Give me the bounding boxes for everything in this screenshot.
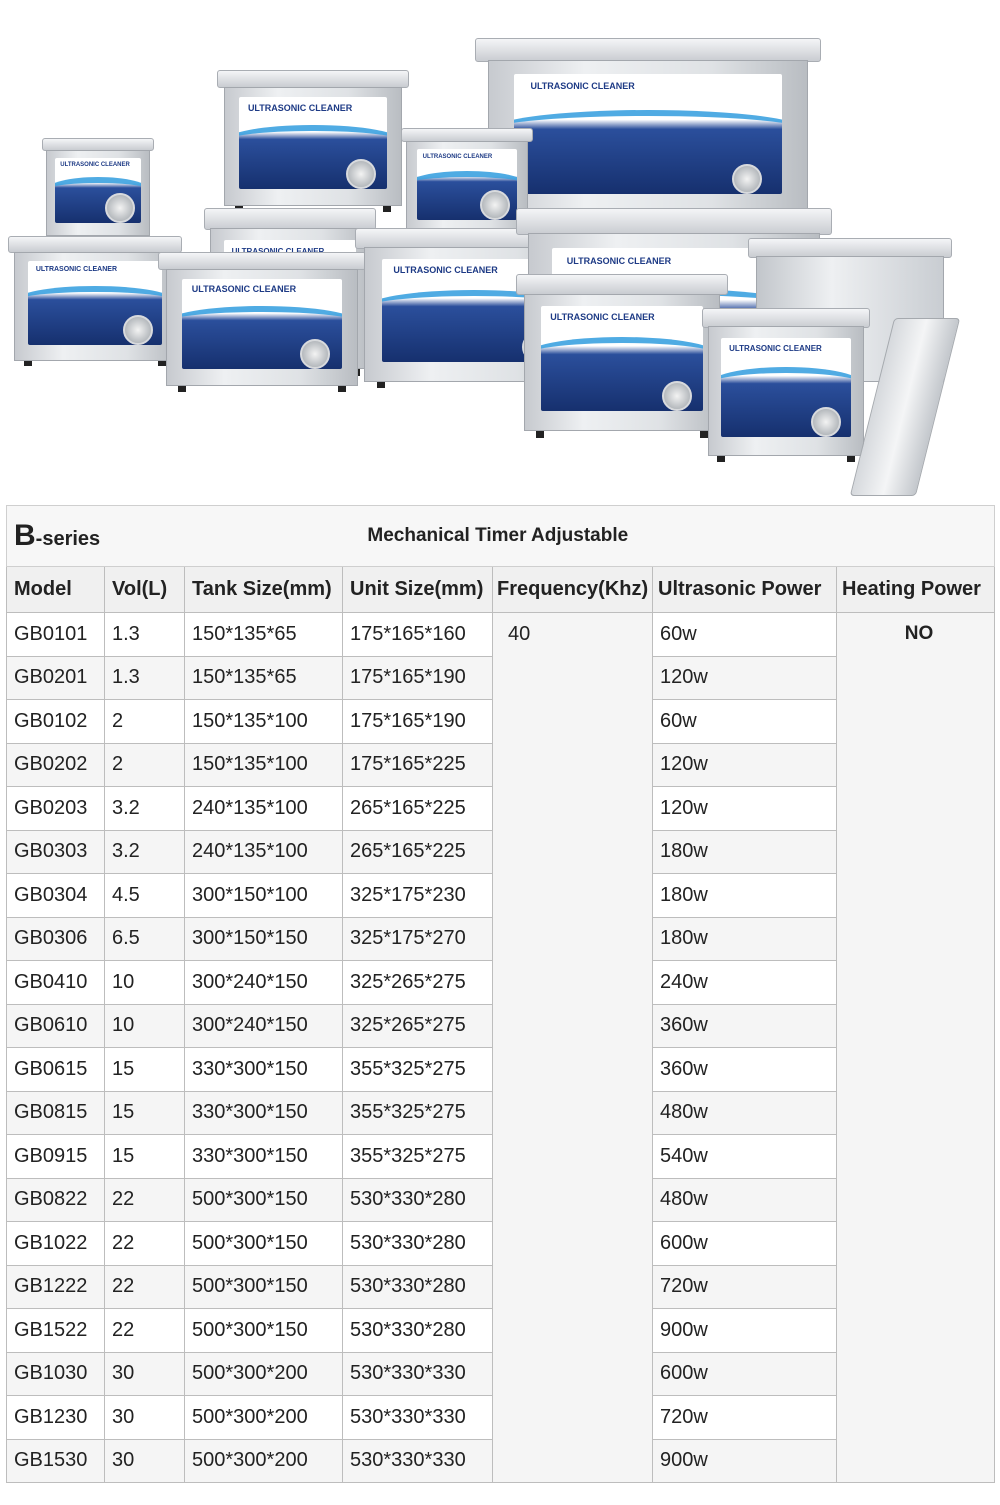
volume-cell: 22 (105, 1309, 185, 1353)
cleaner-unit-mini: ULTRASONIC CLEANER (46, 138, 150, 240)
unit-size-cell: 355*325*275 (343, 1091, 493, 1135)
unit-size-cell: 530*330*280 (343, 1309, 493, 1353)
ultrasonic-power-cell: 360w (653, 1048, 837, 1092)
volume-cell: 22 (105, 1265, 185, 1309)
volume-cell: 2 (105, 743, 185, 787)
tank-size-cell: 500*300*200 (185, 1396, 343, 1440)
cleaner-unit-right-front: ULTRASONIC CLEANER (708, 308, 864, 462)
tank-size-cell: 240*135*100 (185, 830, 343, 874)
cleaner-unit-front-left: ULTRASONIC CLEANER (166, 252, 358, 392)
cleaner-unit-left: ULTRASONIC CLEANER (14, 236, 176, 366)
ultrasonic-power-cell: 480w (653, 1091, 837, 1135)
volume-cell: 3.2 (105, 830, 185, 874)
tank-size-cell: 330*300*150 (185, 1048, 343, 1092)
unit-size-cell: 325*265*275 (343, 961, 493, 1005)
series-title: B-series (7, 506, 185, 567)
unit-size-cell: 530*330*330 (343, 1352, 493, 1396)
unit-size-cell: 355*325*275 (343, 1135, 493, 1179)
unit-size-cell: 265*165*225 (343, 787, 493, 831)
table-heading: Mechanical Timer Adjustable (367, 525, 629, 546)
ultrasonic-power-cell: 720w (653, 1265, 837, 1309)
col-header-model: Model (7, 567, 105, 613)
ultrasonic-power-cell: 900w (653, 1439, 837, 1483)
unit-size-cell: 175*165*225 (343, 743, 493, 787)
volume-cell: 22 (105, 1178, 185, 1222)
cleaner-unit-center-front: ULTRASONIC CLEANER (524, 274, 720, 438)
col-header-unit-size: Unit Size(mm) (343, 567, 493, 613)
ultrasonic-power-cell: 480w (653, 1178, 837, 1222)
model-cell: GB0102 (7, 700, 105, 744)
unit-size-cell: 530*330*280 (343, 1265, 493, 1309)
unit-size-cell: 175*165*160 (343, 613, 493, 657)
volume-cell: 30 (105, 1352, 185, 1396)
cleaner-unit-center-back: ULTRASONIC CLEANER (528, 208, 820, 418)
ultrasonic-power-cell: 120w (653, 743, 837, 787)
model-cell: GB0822 (7, 1178, 105, 1222)
tank-size-cell: 150*135*65 (185, 656, 343, 700)
timer-knob-icon (105, 193, 135, 223)
tank-size-cell: 150*135*65 (185, 613, 343, 657)
model-cell: GB0101 (7, 613, 105, 657)
unit-size-cell: 325*175*230 (343, 874, 493, 918)
cleaner-unit-medium-back: ULTRASONIC CLEANER (224, 70, 402, 212)
ultrasonic-power-cell: 600w (653, 1352, 837, 1396)
col-header-tank-size: Tank Size(mm) (185, 567, 343, 613)
cleaner-unit-large: ULTRASONIC CLEANER (488, 38, 808, 224)
ultrasonic-power-cell: 540w (653, 1135, 837, 1179)
col-header-frequency: Frequency(Khz) (493, 567, 653, 613)
frequency-value: 40 (508, 623, 531, 645)
volume-cell: 22 (105, 1222, 185, 1266)
header-row (7, 567, 995, 613)
tank-size-cell: 500*300*150 (185, 1265, 343, 1309)
ultrasonic-power-cell: 120w (653, 656, 837, 700)
timer-knob-icon (123, 315, 153, 345)
volume-cell: 1.3 (105, 656, 185, 700)
ultrasonic-power-cell: 360w (653, 1004, 837, 1048)
ultrasonic-power-cell: 240w (653, 961, 837, 1005)
product-photo (0, 0, 1000, 505)
tank-size-cell: 500*300*150 (185, 1178, 343, 1222)
model-cell: GB1530 (7, 1439, 105, 1483)
unit-size-cell: 175*165*190 (343, 700, 493, 744)
tank-size-cell: 500*300*200 (185, 1352, 343, 1396)
model-cell: GB0203 (7, 787, 105, 831)
model-cell: GB0304 (7, 874, 105, 918)
model-cell: GB0610 (7, 1004, 105, 1048)
volume-cell: 10 (105, 961, 185, 1005)
unit-size-cell: 175*165*190 (343, 656, 493, 700)
tank-size-cell: 300*150*100 (185, 874, 343, 918)
tank-size-cell: 150*135*100 (185, 743, 343, 787)
col-header-ultrasonic-power: Ultrasonic Power (653, 567, 837, 613)
volume-cell: 30 (105, 1439, 185, 1483)
table-row (7, 613, 995, 657)
tank-size-cell: 330*300*150 (185, 1135, 343, 1179)
model-cell: GB1522 (7, 1309, 105, 1353)
volume-cell: 4.5 (105, 874, 185, 918)
ultrasonic-power-cell: 60w (653, 613, 837, 657)
tank-size-cell: 150*135*100 (185, 700, 343, 744)
unit-size-cell: 530*330*280 (343, 1178, 493, 1222)
table-heading-cell (185, 506, 995, 567)
model-cell: GB0915 (7, 1135, 105, 1179)
ultrasonic-power-cell: 120w (653, 787, 837, 831)
heating-power-value: NO (904, 623, 934, 644)
model-cell: GB1230 (7, 1396, 105, 1440)
ultrasonic-power-cell: 600w (653, 1222, 837, 1266)
tank-size-cell: 300*240*150 (185, 1004, 343, 1048)
volume-cell: 2 (105, 700, 185, 744)
spec-table (6, 505, 995, 1483)
tank-size-cell: 300*150*150 (185, 917, 343, 961)
model-cell: GB1030 (7, 1352, 105, 1396)
tank-size-cell: 330*300*150 (185, 1091, 343, 1135)
ultrasonic-power-cell: 720w (653, 1396, 837, 1440)
col-header-heating-power: Heating Power (837, 567, 995, 613)
volume-cell: 15 (105, 1048, 185, 1092)
volume-cell: 6.5 (105, 917, 185, 961)
frequency-cell (493, 613, 653, 1483)
model-cell: GB0306 (7, 917, 105, 961)
volume-cell: 15 (105, 1135, 185, 1179)
ultrasonic-power-cell: 180w (653, 917, 837, 961)
unit-size-cell: 265*165*225 (343, 830, 493, 874)
ultrasonic-power-cell: 900w (653, 1309, 837, 1353)
heating-power-cell (837, 613, 995, 1483)
model-cell: GB0815 (7, 1091, 105, 1135)
volume-cell: 1.3 (105, 613, 185, 657)
unit-size-cell: 355*325*275 (343, 1048, 493, 1092)
tank-size-cell: 500*300*150 (185, 1222, 343, 1266)
cleaner-unit-center: ULTRASONIC CLEANER (364, 228, 584, 388)
volume-cell: 3.2 (105, 787, 185, 831)
model-cell: GB1022 (7, 1222, 105, 1266)
volume-cell: 15 (105, 1091, 185, 1135)
unit-size-cell: 325*175*270 (343, 917, 493, 961)
ultrasonic-power-cell: 180w (653, 830, 837, 874)
model-cell: GB0201 (7, 656, 105, 700)
ultrasonic-power-cell: 180w (653, 874, 837, 918)
model-cell: GB0410 (7, 961, 105, 1005)
unit-size-cell: 325*265*275 (343, 1004, 493, 1048)
model-cell: GB0615 (7, 1048, 105, 1092)
volume-cell: 10 (105, 1004, 185, 1048)
model-cell: GB0303 (7, 830, 105, 874)
unit-size-cell: 530*330*280 (343, 1222, 493, 1266)
model-cell: GB0202 (7, 743, 105, 787)
tank-size-cell: 240*135*100 (185, 787, 343, 831)
ultrasonic-power-cell: 60w (653, 700, 837, 744)
unit-size-cell: 530*330*330 (343, 1439, 493, 1483)
cleaner-unit-small-back: ULTRASONIC CLEANER (406, 128, 528, 238)
timer-knob-icon (480, 190, 510, 220)
unit-size-cell: 530*330*330 (343, 1396, 493, 1440)
model-cell: GB1222 (7, 1265, 105, 1309)
tank-size-cell: 500*300*200 (185, 1439, 343, 1483)
volume-cell: 30 (105, 1396, 185, 1440)
tank-size-cell: 300*240*150 (185, 961, 343, 1005)
tank-size-cell: 500*300*150 (185, 1309, 343, 1353)
col-header-vol: Vol(L) (105, 567, 185, 613)
